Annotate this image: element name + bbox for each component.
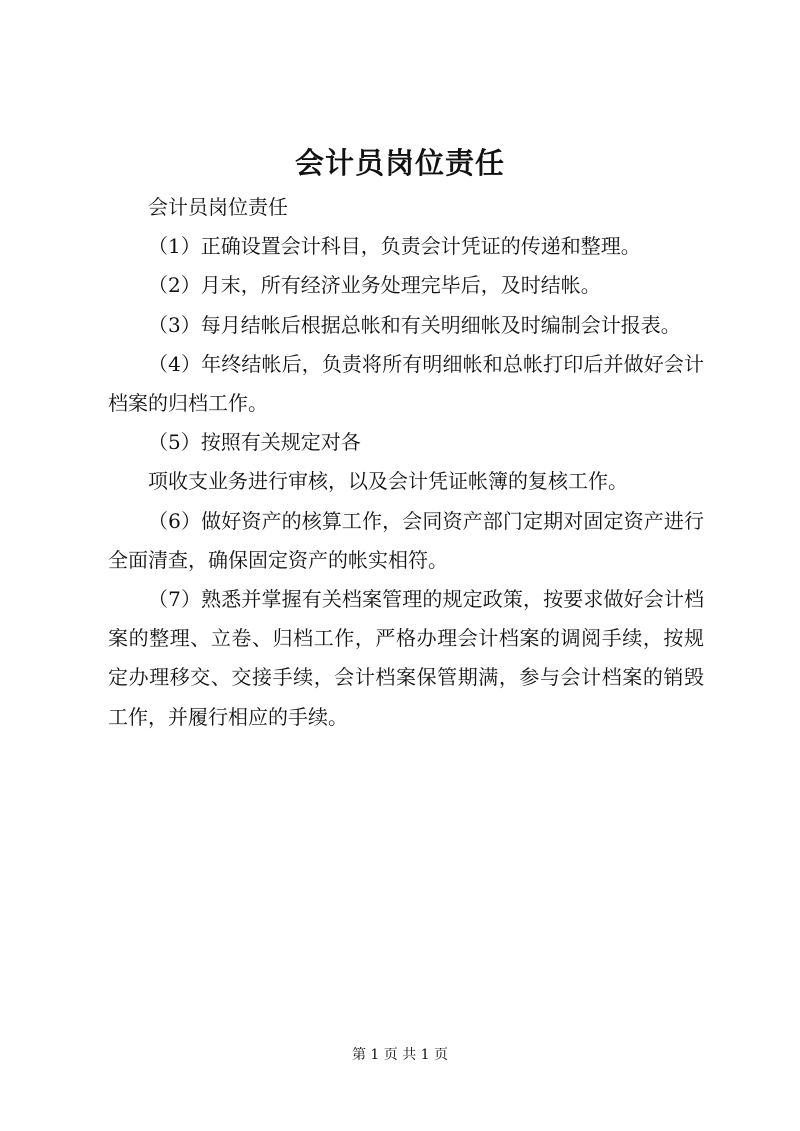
paragraph-item-4: （4）年终结帐后，负责将所有明细帐和总帐打印后并做好会计档案的归档工作。 — [108, 351, 704, 416]
document-body — [108, 188, 704, 737]
paragraph-item-5-continued: 项收支业务进行审核，以及会计凭证帐簿的复核工作。 — [148, 469, 628, 494]
paragraph-item-7: （7）熟悉并掌握有关档案管理的规定政策，按要求做好会计档案的整理、立卷、归档工作，严格办理会计档案的调阅手续，按规定办理移交、交接手续，会计档案保管期满，参与会计档案的销毁工作，并履行相应的手续。 — [108, 587, 704, 729]
paragraph-item-6: （6）做好资产的核算工作，会同资产部门定期对固定资产进行全面清查，确保固定资产的帐实相符。 — [108, 508, 704, 572]
page-footer: 第 1 页 共 1 页 — [351, 1047, 449, 1063]
paragraph-item-3: （3）每月结帐后根据总帐和有关明细帐及时编制会计报表。 — [148, 312, 681, 337]
document-title: 会计员岗位责任 — [294, 146, 505, 180]
paragraph-item-2: （2）月末，所有经济业务处理完毕后，及时结帐。 — [148, 273, 601, 298]
paragraph-item-1: （1）正确设置会计科目，负责会计凭证的传递和整理。 — [148, 234, 641, 259]
paragraph-heading: 会计员岗位责任 — [148, 195, 288, 219]
paragraph-item-5: （5）按照有关规定对各 — [148, 430, 361, 455]
